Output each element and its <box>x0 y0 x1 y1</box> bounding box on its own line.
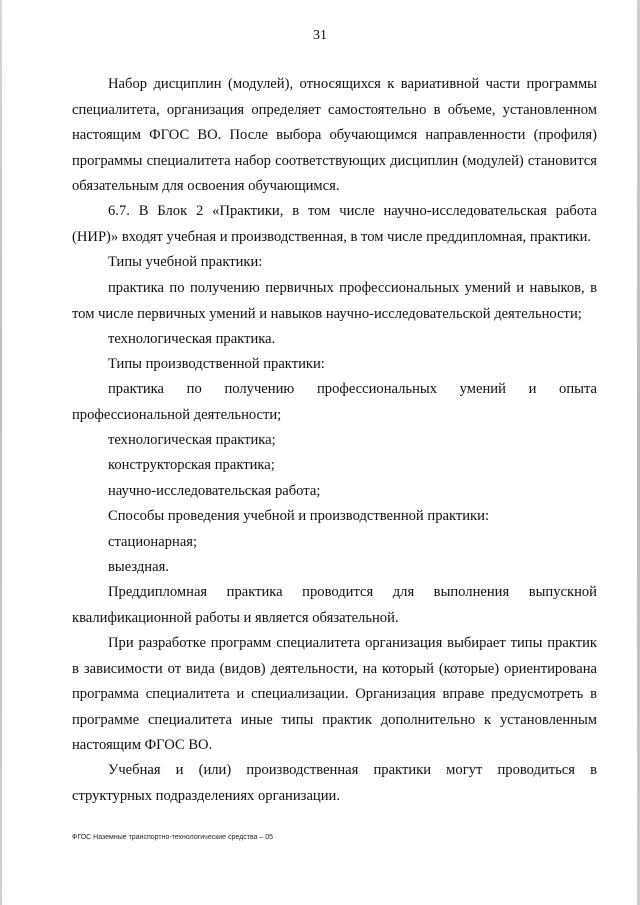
list-item-stationary: стационарная; <box>108 534 198 550</box>
paragraph-pre-diploma-practice: Преддипломная практика проводится для выполнения выпускной квалификационной работы и является обязательной. <box>72 584 597 626</box>
footer-standard-name: ФГОС Наземные транспортно-технологические средства – 05 <box>72 834 274 841</box>
page-number: 31 <box>313 28 327 43</box>
list-item-technological-practice-2: технологическая практика; <box>108 432 276 448</box>
paragraph-elective-disciplines: Набор дисциплин (модулей), относящихся к вариативной части программы специалитета, организация определяет самостоятельно в объеме, установленном настоящим ФГОС ВО. После выбора обучающимся направленности (профиля) программы специалитета набор соответствующих дисциплин (модулей) становится обязательным для освоения обучающимся. <box>72 76 597 194</box>
list-item-research-work: научно-исследовательская работа; <box>108 483 321 499</box>
list-item-design-practice: конструкторская практика; <box>108 457 275 473</box>
list-item-technological-practice-1: технологическая практика. <box>108 331 276 347</box>
paragraph-practice-selection: При разработке программ специалитета организация выбирает типы практик в зависимости от вида (видов) деятельности, на который (которые) ориентирована программа специалитета и специализации. Организация вправе предусмотреть в программе специалитета иные типы практик дополнительно к установленным настоящим ФГОС ВО. <box>72 635 597 753</box>
paragraph-educational-practice-types: Типы учебной практики: <box>108 254 263 270</box>
paragraph-structural-units: Учебная и (или) производственная практики могут проводиться в структурных подразделениях организации. <box>72 762 597 804</box>
paragraph-production-practice-types: Типы производственной практики: <box>108 356 325 372</box>
scan-edge-left <box>0 0 2 905</box>
list-item-professional-skills-practice: практика по получению профессиональных умений и опыта профессиональной деятельности; <box>72 381 597 423</box>
paragraph-block-2-practices: 6.7. В Блок 2 «Практики, в том числе научно-исследовательская работа (НИР)» входят учебная и производственная, в том числе преддипломная, практики. <box>72 203 597 245</box>
list-item-field: выездная. <box>108 559 169 575</box>
list-item-primary-skills-practice: практика по получению первичных профессиональных умений и навыков, в том числе первичных умений и навыков научно-исследовательской деятельности; <box>72 280 597 322</box>
paragraph-practice-methods: Способы проведения учебной и производственной практики: <box>108 508 490 524</box>
